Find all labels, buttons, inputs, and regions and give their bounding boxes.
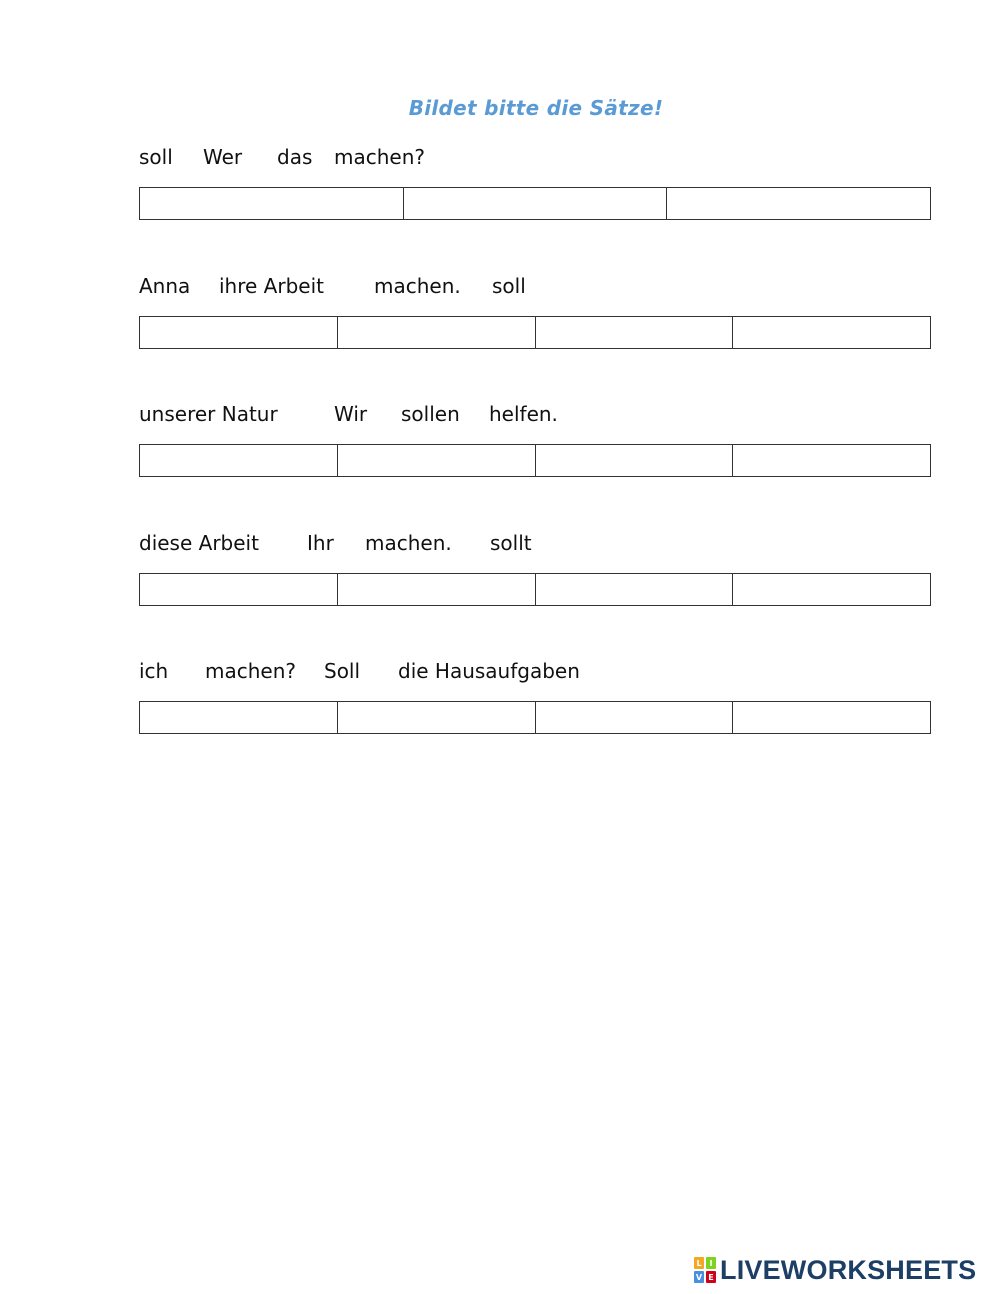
word-chip: soll [492, 274, 526, 298]
word-chip: die Hausaufgaben [398, 659, 580, 683]
exercise-1 [139, 145, 931, 175]
word-chip: Ihr [307, 531, 334, 555]
word-list [139, 402, 931, 432]
worksheet-title: Bildet bitte die Sätze! [408, 96, 664, 120]
word-chip: machen. [365, 531, 452, 555]
answer-input[interactable] [733, 445, 930, 476]
answer-input[interactable] [733, 702, 930, 733]
word-chip: Soll [324, 659, 361, 683]
word-chip: machen? [334, 145, 426, 169]
word-chip: ich [139, 659, 169, 683]
exercise-5 [139, 659, 931, 689]
answer-input[interactable] [140, 445, 338, 476]
answer-input[interactable] [338, 317, 536, 348]
answer-row [139, 316, 931, 349]
word-list [139, 659, 931, 689]
logo-block-e: E [706, 1271, 716, 1283]
logo-blocks-icon [694, 1257, 716, 1283]
word-chip: ihre Arbeit [219, 274, 324, 298]
word-list [139, 145, 931, 175]
word-chip: das [277, 145, 313, 169]
answer-input[interactable] [536, 317, 734, 348]
answer-row [139, 701, 931, 734]
word-chip: sollen [401, 402, 460, 426]
answer-input[interactable] [338, 574, 536, 605]
answer-input[interactable] [536, 574, 734, 605]
answer-input[interactable] [338, 445, 536, 476]
answer-row [139, 444, 931, 477]
answer-input[interactable] [140, 188, 404, 219]
answer-row [139, 573, 931, 606]
logo-block-l: L [694, 1257, 704, 1269]
answer-input[interactable] [536, 445, 734, 476]
answer-input[interactable] [338, 702, 536, 733]
word-chip: Anna [139, 274, 191, 298]
answer-input[interactable] [140, 574, 338, 605]
word-chip: machen. [374, 274, 461, 298]
answer-input[interactable] [140, 702, 338, 733]
exercise-3 [139, 402, 931, 432]
answer-input[interactable] [733, 317, 930, 348]
word-chip: Wir [334, 402, 368, 426]
answer-input[interactable] [140, 317, 338, 348]
logo-block-i: I [706, 1257, 716, 1269]
word-chip: Wer [203, 145, 243, 169]
logo-text: LIVEWORKSHEETS [720, 1254, 977, 1285]
word-chip: helfen. [489, 402, 558, 426]
word-chip: diese Arbeit [139, 531, 259, 555]
word-chip: sollt [490, 531, 532, 555]
answer-row [139, 187, 931, 220]
liveworksheets-logo [694, 1256, 976, 1284]
word-list [139, 274, 931, 304]
exercise-2 [139, 274, 931, 304]
answer-input[interactable] [536, 702, 734, 733]
word-chip: machen? [205, 659, 297, 683]
logo-block-v: V [695, 1272, 703, 1282]
word-list [139, 531, 931, 561]
answer-input[interactable] [404, 188, 668, 219]
word-chip: soll [139, 145, 173, 169]
word-chip: unserer Natur [139, 402, 278, 426]
answer-input[interactable] [667, 188, 930, 219]
answer-input[interactable] [733, 574, 930, 605]
exercise-4 [139, 531, 931, 561]
